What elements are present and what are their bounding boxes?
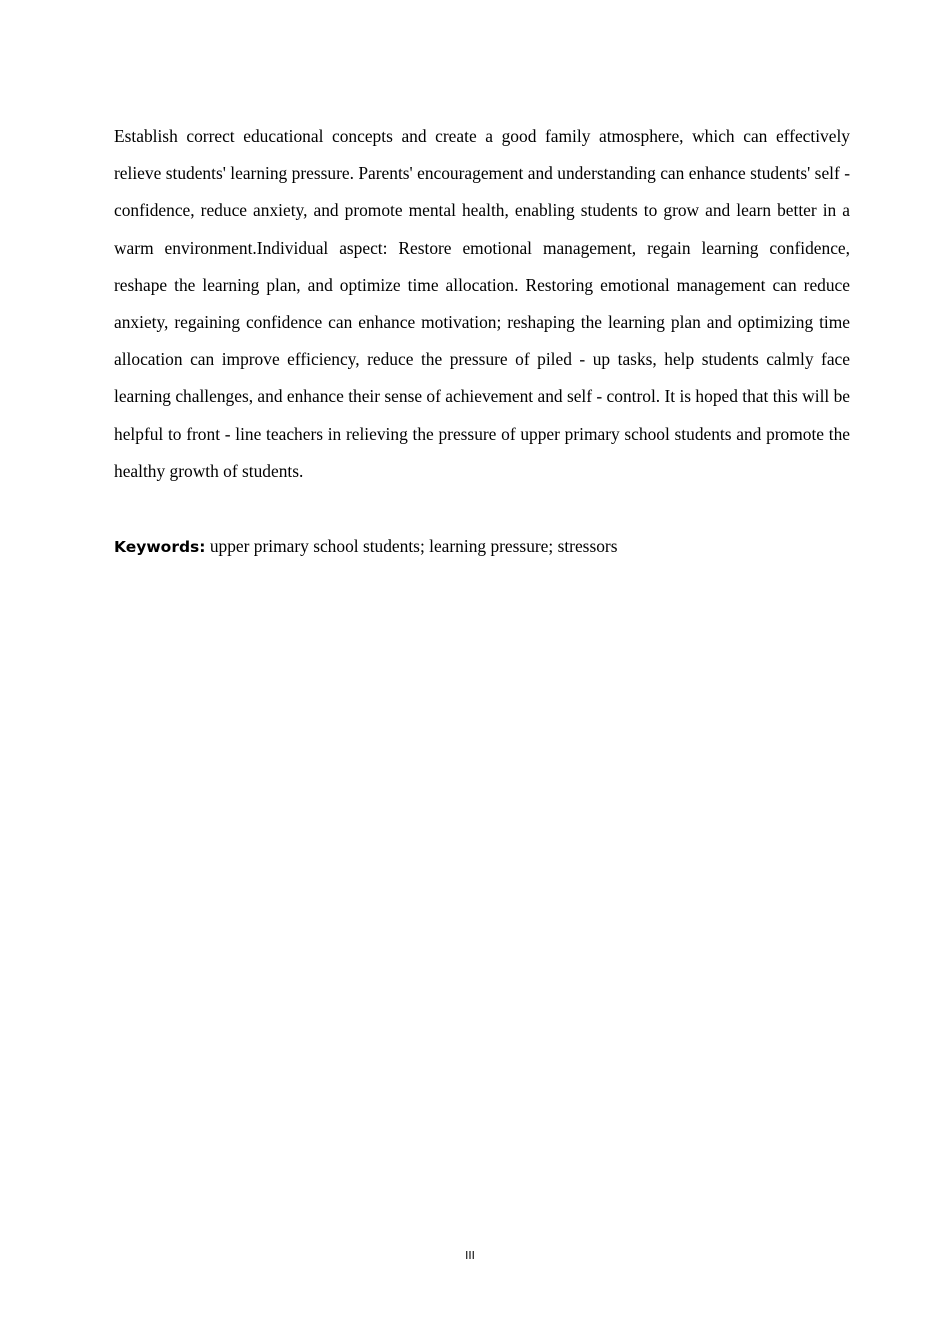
page-number: III — [465, 1249, 475, 1262]
abstract-body-paragraph: Establish correct educational concepts and create a good family atmosphere, which can effectively relieve students' learning pressure. Parents' encouragement and understanding can enhance students' self - confidence, reduce anxiety, and promote mental health, enabling students to grow and learn better in a warm environment.Individual aspect: Restore emotional management, regain learning confidence, reshape the learning plan, and optimize time allocation. Restoring emotional management can reduce anxiety, regaining confidence can enhance motivation; reshaping the learning plan and optimizing time allocation can improve efficiency, reduce the pressure of piled - up tasks, help students calmly face learning challenges, and enhance their sense of achievement and self - control. It is hoped that this will be helpful to front - line teachers in relieving the pressure of upper primary school students and promote the healthy growth of students. — [114, 126, 850, 481]
keywords-label: Keywords: — [114, 538, 206, 556]
keywords-text: upper primary school students; learning pressure; stressors — [205, 536, 618, 556]
keywords-line — [114, 528, 850, 566]
